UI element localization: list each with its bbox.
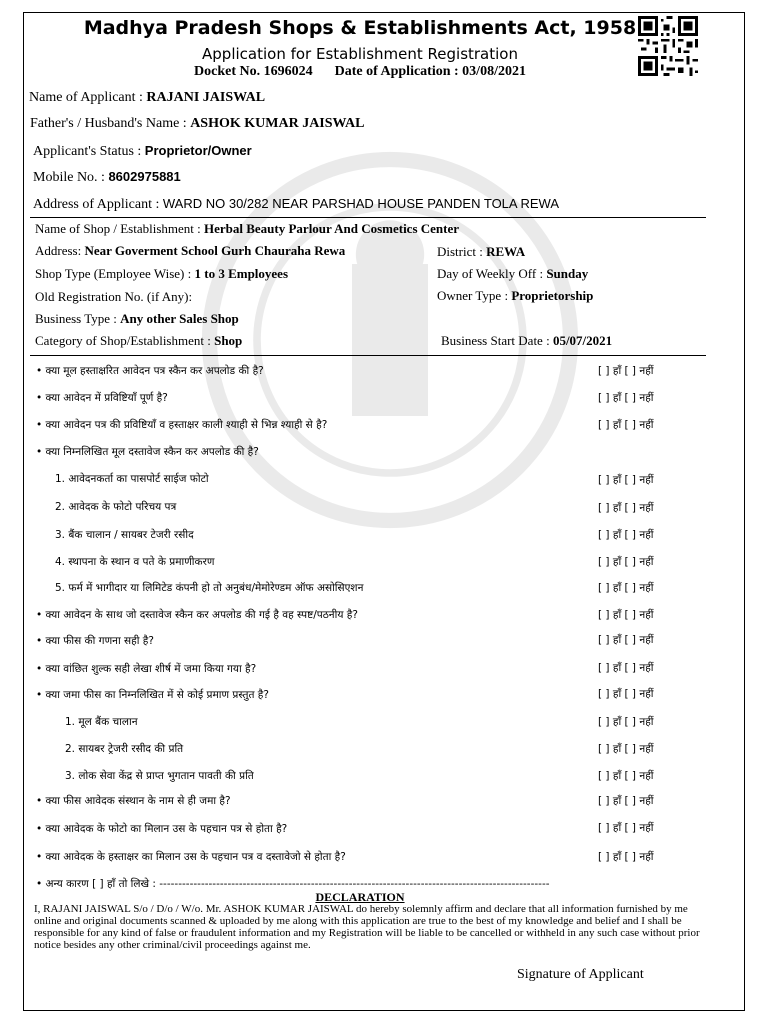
- checklist-item: • क्या मूल हस्ताक्षरित आवेदन पत्र स्कैन कर अपलोड की है?: [36, 365, 264, 377]
- applicant-address-row: [33, 196, 559, 213]
- docket-line: [30, 64, 690, 80]
- district: REWA: [486, 244, 526, 259]
- shop-address-row: [35, 243, 345, 259]
- mobile-row: [33, 169, 181, 186]
- section-divider: [30, 355, 706, 356]
- yes-no-options: [ ] हाँ [ ] नहीं: [598, 716, 654, 728]
- owner-type-row: [437, 288, 593, 304]
- checklist-subitem: 2. आवेदक के फोटो परिचय पत्र: [55, 501, 177, 513]
- shop-name: Herbal Beauty Parlour And Cosmetics Center: [203, 221, 460, 236]
- checklist-item: • क्या निम्नलिखित मूल दस्तावेज स्कैन कर अपलोड की है?: [36, 446, 259, 458]
- yes-no-options: [ ] हाँ [ ] नहीं: [598, 474, 654, 486]
- shop-address-label: Address:: [35, 243, 82, 258]
- applicant-address: WARD NO 30/282 NEAR PARSHAD HOUSE PANDEN TOLA REWA: [162, 196, 559, 211]
- declaration-title: DECLARATION: [315, 890, 405, 904]
- yes-no-options: [ ] हाँ [ ] नहीं: [598, 634, 654, 646]
- start-date: 05/07/2021: [552, 333, 613, 348]
- checklist-subitem: 3. बैंक चालान / सायबर टेजरी रसीद: [55, 529, 194, 541]
- checklist-item: • क्या आवेदन में प्रविष्टियाँ पूर्ण है?: [36, 392, 168, 404]
- yes-no-options: [ ] हाँ [ ] नहीं: [598, 822, 654, 834]
- checklist-item: • क्या फीस आवेदक संस्थान के नाम से ही जमा है?: [36, 795, 231, 807]
- checklist-subitem: 1. मूल बैंक चालान: [65, 716, 138, 728]
- owner-type: Proprietorship: [511, 288, 594, 303]
- application-date: Date of Application : 03/08/2021: [334, 64, 526, 79]
- yes-no-options: [ ] हाँ [ ] नहीं: [598, 770, 654, 782]
- business-type-row: [35, 311, 239, 327]
- category: Shop: [214, 333, 243, 348]
- docket-number: Docket No. 1696024: [194, 64, 313, 79]
- shop-type: 1 to 3 Employees: [194, 266, 289, 281]
- applicant-status: Proprietor/Owner: [144, 143, 252, 158]
- checklist-item: • क्या आवेदन के साथ जो दस्तावेज स्कैन कर अपलोड की गई है वह स्पष्ट/पठनीय है?: [36, 609, 358, 621]
- shop-type-row: [35, 266, 288, 282]
- yes-no-options: [ ] हाँ [ ] नहीं: [598, 365, 654, 377]
- weekly-off-label: Day of Weekly Off :: [437, 266, 544, 281]
- form-title: Madhya Pradesh Shops & Establishments Act, 1958: [83, 17, 637, 39]
- mobile-number: 8602975881: [108, 169, 181, 184]
- checklist-subitem: 4. स्थापना के स्थान व पते के प्रमाणीकरण: [55, 556, 215, 568]
- district-row: [437, 244, 525, 260]
- father-name-label: Father's / Husband's Name :: [30, 116, 187, 131]
- applicant-name: RAJANI JAISWAL: [146, 90, 266, 105]
- checklist-subitem: 1. आवेदनकर्ता का पासपोर्ट साईज फोटो: [55, 473, 209, 485]
- yes-no-options: [ ] हाँ [ ] नहीं: [598, 582, 654, 594]
- start-date-label: Business Start Date :: [441, 333, 550, 348]
- category-label: Category of Shop/Establishment :: [35, 333, 211, 348]
- shop-name-row: [35, 221, 459, 237]
- checklist-item: • क्या वांछित शुल्क सही लेखा शीर्ष में जमा किया गया है?: [36, 663, 257, 675]
- checklist-item: • क्या आवेदक के फोटो का मिलान उस के पहचान पत्र से होता है?: [36, 823, 288, 835]
- checklist-subitem: 5. फर्म में भागीदार या लिमिटेड कंपनी हो तो अनुबंध/मेमोरेण्डम ऑफ असोसिएशन: [55, 582, 364, 594]
- checklist-subitem: 2. सायबर ट्रेजरी रसीद की प्रति: [65, 743, 184, 755]
- yes-no-options: [ ] हाँ [ ] नहीं: [598, 419, 654, 431]
- yes-no-options: [ ] हाँ [ ] नहीं: [598, 556, 654, 568]
- father-name: ASHOK KUMAR JAISWAL: [190, 116, 365, 131]
- qr-code: [638, 16, 698, 76]
- yes-no-options: [ ] हाँ [ ] नहीं: [598, 529, 654, 541]
- owner-type-label: Owner Type :: [437, 288, 509, 303]
- checklist-item: • क्या आवेदक के हस्ताक्षर का मिलान उस के पहचान पत्र व दस्तावेजो से होता है?: [36, 851, 346, 863]
- applicant-status-row: [33, 143, 252, 160]
- old-registration-row: [35, 289, 192, 305]
- shop-address: Near Goverment School Gurh Chauraha Rewa: [84, 243, 346, 258]
- other-reason-line: • अन्य कारण [ ] हाँ तो लिखे : -------------------------------------------------------------------------------------------------------: [36, 878, 550, 890]
- old-registration-label: Old Registration No. (if Any):: [35, 289, 193, 304]
- yes-no-options: [ ] हाँ [ ] नहीं: [598, 609, 654, 621]
- applicant-address-label: Address of Applicant :: [33, 197, 160, 212]
- father-name-row: [30, 116, 364, 132]
- yes-no-options: [ ] हाँ [ ] नहीं: [598, 392, 654, 404]
- yes-no-options: [ ] हाँ [ ] नहीं: [598, 688, 654, 700]
- shop-name-label: Name of Shop / Establishment :: [35, 221, 201, 236]
- yes-no-options: [ ] हाँ [ ] नहीं: [598, 851, 654, 863]
- category-row: [35, 333, 242, 349]
- yes-no-options: [ ] हाँ [ ] नहीं: [598, 502, 654, 514]
- shop-type-label: Shop Type (Employee Wise) :: [35, 266, 192, 281]
- mobile-label: Mobile No. :: [33, 170, 105, 185]
- weekly-off-row: [437, 266, 588, 282]
- checklist-subitem: 3. लोक सेवा केंद्र से प्राप्त भुगतान पावती की प्रति: [65, 770, 254, 782]
- checklist-item: • क्या जमा फीस का निम्नलिखित में से कोई प्रमाण प्रस्तुत है?: [36, 689, 269, 701]
- declaration-body: I, RAJANI JAISWAL S/o / D/o / W/o. Mr. ASHOK KUMAR JAISWAL do hereby solemnly affirm and declare that all information furnished by me online and original documents scanned & uploaded by me along with this application are true to the best of my knowledge and belief and I shall be responsible for any kind of false or fraudulent information and my Registration will be liable to be cancelled or withheld in any such case without prior notice besides any other criminal/civil proceedings against me.: [34, 903, 700, 951]
- yes-no-options: [ ] हाँ [ ] नहीं: [598, 743, 654, 755]
- checklist-item: • क्या फीस की गणना सही है?: [36, 635, 154, 647]
- applicant-name-label: Name of Applicant :: [29, 90, 143, 105]
- yes-no-options: [ ] हाँ [ ] नहीं: [598, 795, 654, 807]
- form-subtitle: Application for Establishment Registration: [202, 45, 518, 63]
- business-type-label: Business Type :: [35, 311, 117, 326]
- business-type: Any other Sales Shop: [120, 311, 239, 326]
- signature-label: Signature of Applicant: [517, 967, 644, 982]
- section-divider: [30, 217, 706, 218]
- applicant-name-row: [29, 90, 265, 106]
- applicant-status-label: Applicant's Status :: [33, 144, 142, 159]
- weekly-off: Sunday: [546, 266, 589, 281]
- checklist-item: • क्या आवेदन पत्र की प्रविष्टियाँ व हस्ताक्षर काली श्याही से भिन्न श्याही से है?: [36, 419, 328, 431]
- district-label: District :: [437, 244, 483, 259]
- yes-no-options: [ ] हाँ [ ] नहीं: [598, 662, 654, 674]
- start-date-row: [441, 333, 612, 349]
